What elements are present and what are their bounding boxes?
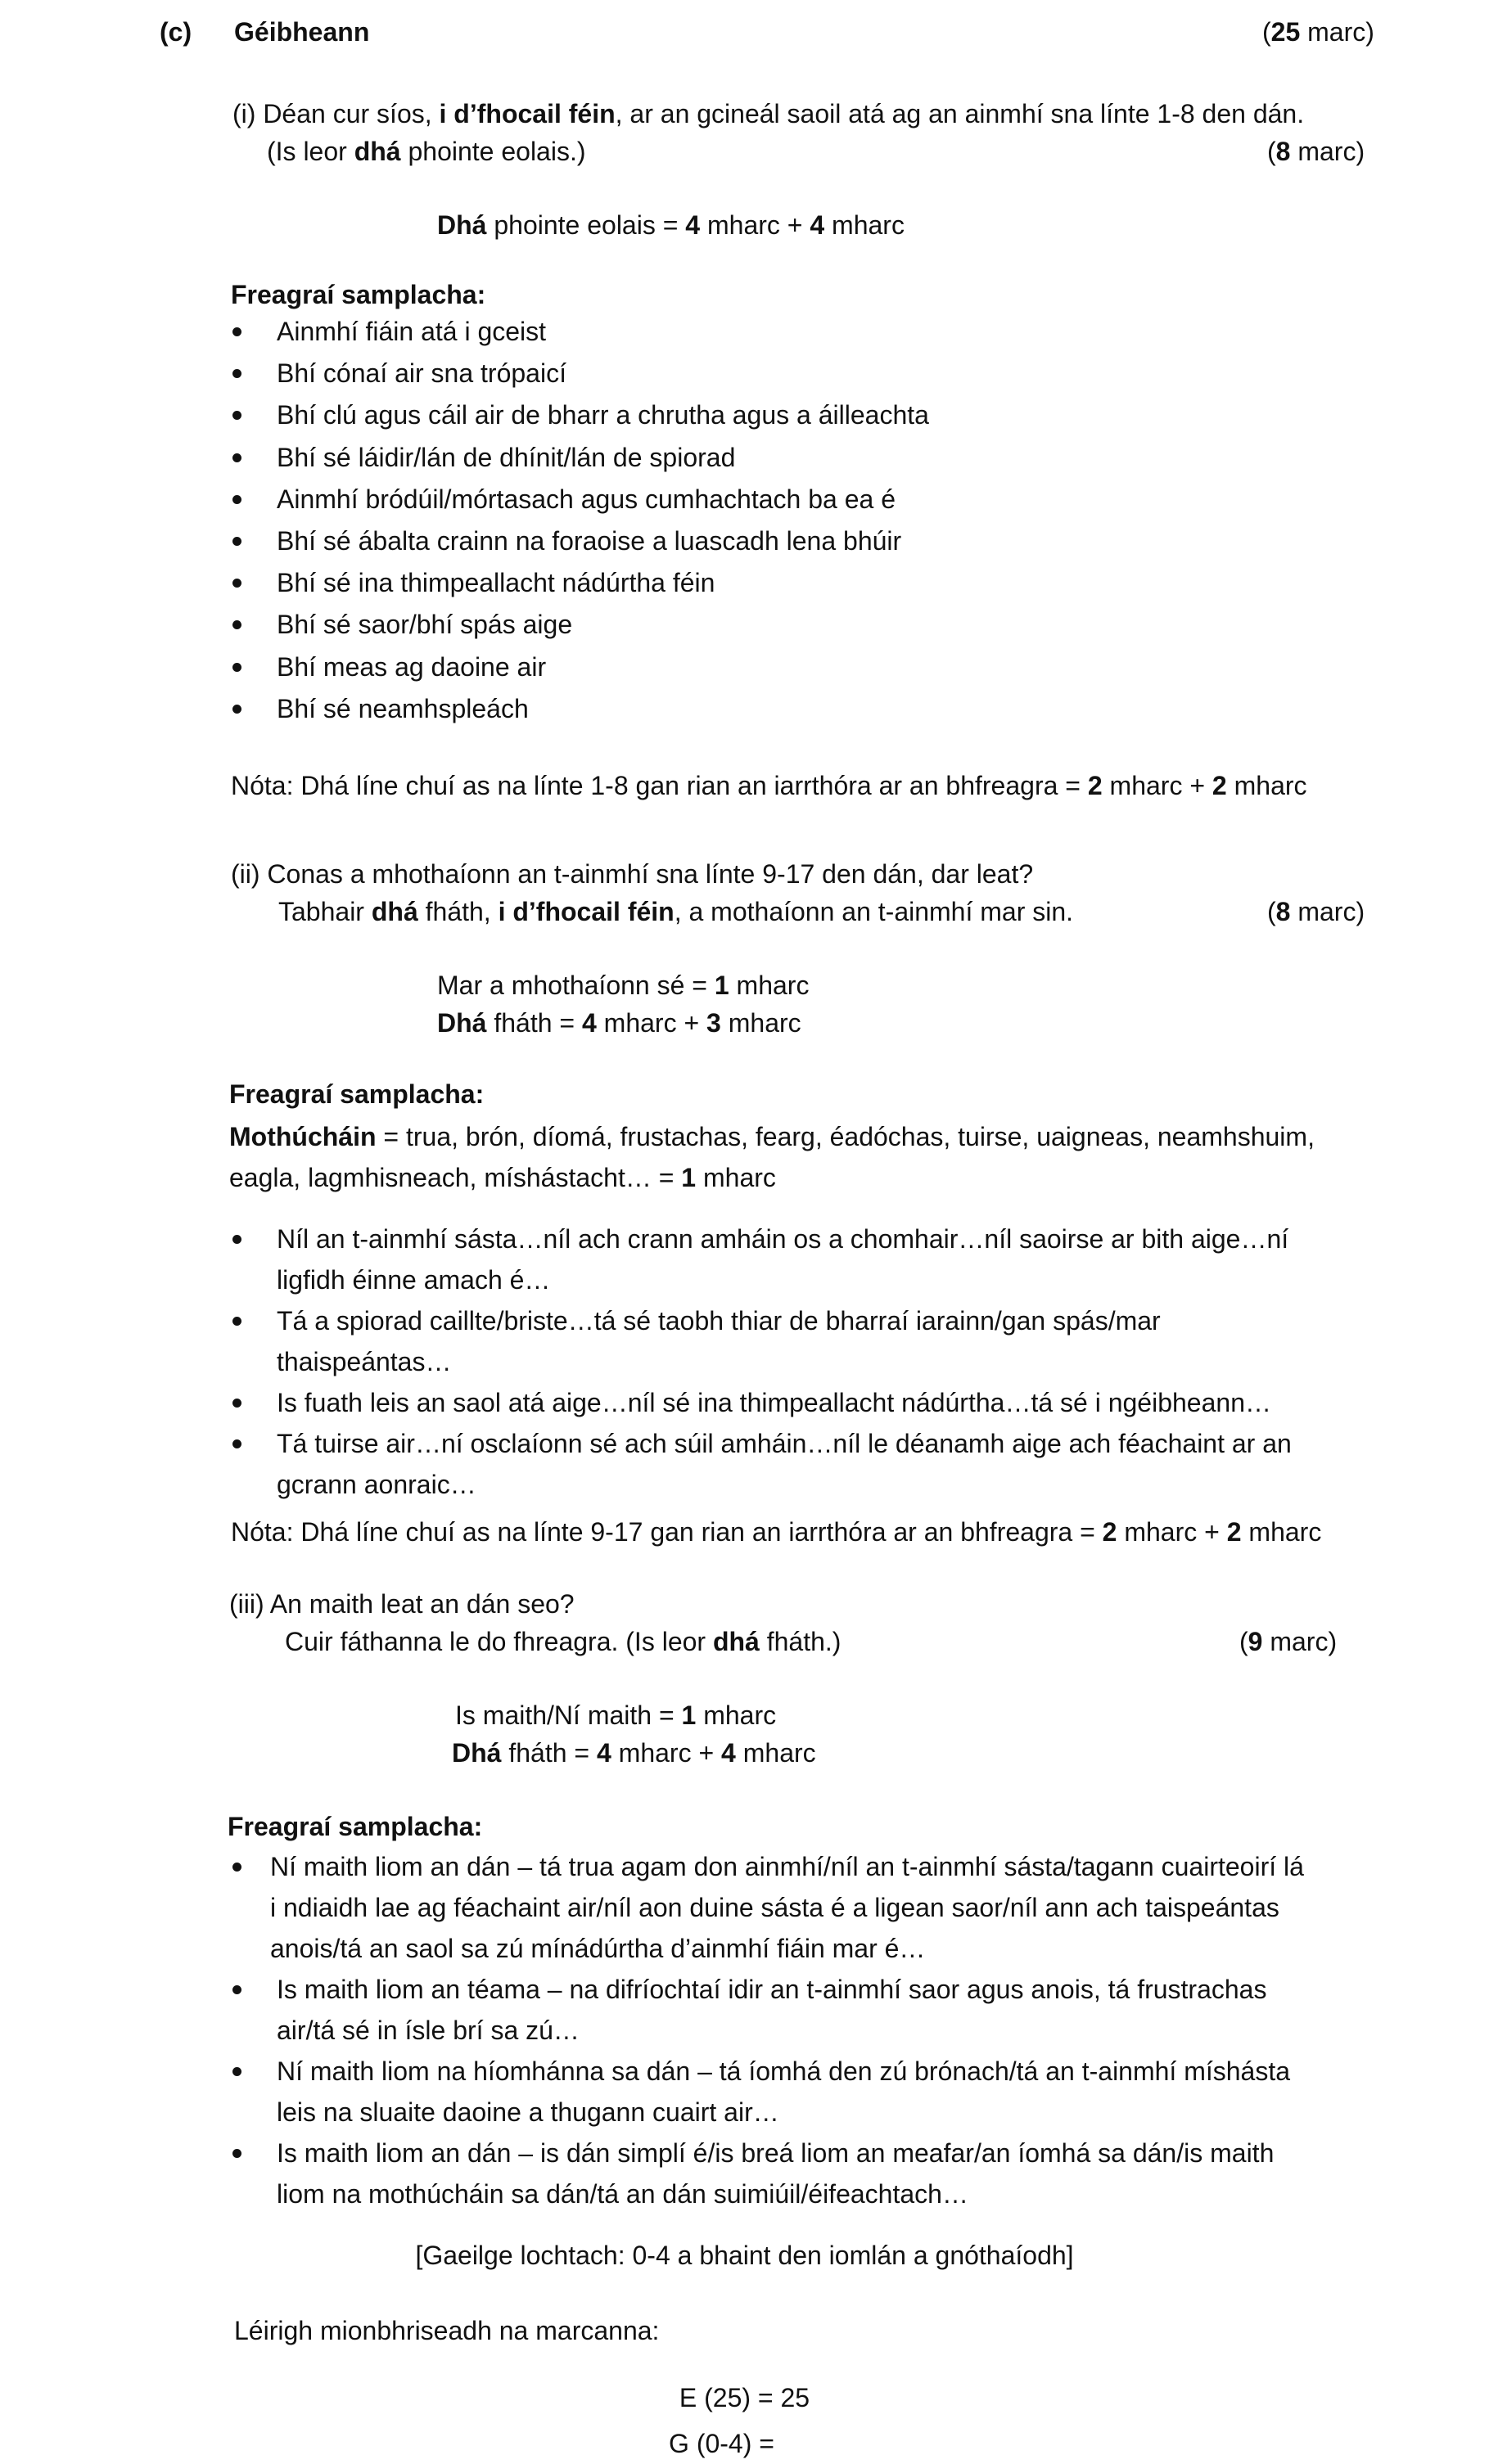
part2-scheme-feeling: Mar a mhothaíonn sé = 1 mharc — [437, 971, 810, 1000]
part3-scheme-reasons: Dhá fháth = 4 mharc + 4 mharc — [452, 1738, 816, 1768]
part1-note: Nóta: Dhá líne chuí as na línte 1-8 gan rian an iarrthóra ar an bhfreagra = 2 mharc + 2 mharc — [231, 771, 1307, 800]
list-item: Bhí sé ina thimpeallacht nádúrtha féin — [232, 562, 929, 604]
list-item: Tá a spiorad caillte/briste…tá sé taobh thiar de bharraí iarainn/gan spás/mar thaispeántas… — [232, 1300, 1292, 1382]
part2-marks: (8 marc) — [1267, 897, 1365, 926]
part2-heading: Freagraí samplacha: — [229, 1079, 485, 1109]
part1-marks: (8 marc) — [1267, 137, 1365, 166]
part1-question-line2: (Is leor dhá phointe eolais.) — [267, 137, 586, 166]
part2-feelings-line1: Mothúcháin = trua, brón, díomá, frustachas, fearg, éadóchas, tuirse, uaigneas, neamhshuim, — [229, 1122, 1315, 1151]
part2-question: (ii) Conas a mhothaíonn an t-ainmhí sna línte 9-17 den dán, dar leat? — [231, 859, 1034, 889]
list-item: Is maith liom an dán – is dán simplí é/is breá liom an meafar/an íomhá sa dán/is maith liom na mothúcháin sa dán/tá an dán suimiúil/éifeachtach… — [232, 2133, 1304, 2214]
list-item: Is fuath leis an saol atá aige…níl sé ina thimpeallacht nádúrtha…tá sé i ngéibheann… — [232, 1382, 1292, 1423]
list-item: Bhí cónaí air sna trópaicí — [232, 353, 929, 394]
list-item: Níl an t-ainmhí sásta…níl ach crann amháin os a chomhair…níl saoirse ar bith aige…ní ligfidh éinne amach é… — [232, 1218, 1292, 1300]
list-item: Bhí clú agus cáil air de bharr a chrutha agus a áilleachta — [232, 394, 929, 436]
breakdown-g: G (0-4) = — [669, 2429, 774, 2458]
part2-feelings-line2: eagla, lagmhisneach, míshástacht… = 1 mharc — [229, 1163, 776, 1192]
list-item: Bhí sé láidir/lán de dhínit/lán de spiorad — [232, 437, 929, 479]
breakdown-e: E (25) = 25 — [679, 2383, 810, 2412]
part3-heading: Freagraí samplacha: — [228, 1812, 483, 1841]
part3-answer-list — [232, 1846, 1304, 2214]
section-marks: (25 marc) — [1262, 17, 1374, 47]
section-title: Géibheann — [234, 17, 370, 47]
list-item: Tá tuirse air…ní osclaíonn sé ach súil amháin…níl le déanamh aige ach féachaint ar an gcrann aonraic… — [232, 1423, 1292, 1505]
part2-note: Nóta: Dhá líne chuí as na línte 9-17 gan rian an iarrthóra ar an bhfreagra = 2 mharc + 2 mharc — [231, 1517, 1322, 1547]
part1-answer-list — [232, 311, 929, 730]
list-item: Ainmhí fiáin atá i gceist — [232, 311, 929, 353]
part1-question: (i) Déan cur síos, i d’fhocail féin, ar an gcineál saoil atá ag an ainmhí sna línte 1-8 den dán. — [232, 99, 1305, 128]
part3-scheme-opinion: Is maith/Ní maith = 1 mharc — [455, 1700, 777, 1730]
part1-heading: Freagraí samplacha: — [231, 280, 486, 309]
part3-deduction: [Gaeilge lochtach: 0-4 a bhaint den iomlán a gnóthaíodh] — [415, 2241, 1074, 2270]
list-item: Ní maith liom an dán – tá trua agam don ainmhí/níl an t-ainmhí sásta/tagann cuairteoirí lá i ndiaidh lae ag féachaint air/níl aon duine sásta é a ligean saor/níl ann ach taispeántas anois/tá an saol sa zú mínádúrtha d’ainmhí fiáin mar é… — [232, 1846, 1304, 1969]
list-item: Is maith liom an téama – na difríochtaí idir an t-ainmhí saor agus anois, tá frustrachas air/tá sé in ísle brí sa zú… — [232, 1969, 1304, 2051]
breakdown-label: Léirigh mionbhriseadh na marcanna: — [234, 2316, 660, 2345]
list-item: Bhí meas ag daoine air — [232, 646, 929, 688]
part3-question-line2: Cuir fáthanna le do fhreagra. (Is leor dhá fháth.) — [285, 1627, 842, 1656]
part2-question-line2: Tabhair dhá fháth, i d’fhocail féin, a mothaíonn an t-ainmhí mar sin. — [278, 897, 1074, 926]
part2-answer-list — [232, 1218, 1292, 1505]
section-label: (c) — [160, 17, 192, 47]
part3-question: (iii) An maith leat an dán seo? — [229, 1589, 575, 1619]
list-item: Bhí sé ábalta crainn na foraoise a luascadh lena bhúir — [232, 520, 929, 562]
part3-marks: (9 marc) — [1239, 1627, 1338, 1656]
list-item: Ainmhí bródúil/mórtasach agus cumhachtach ba ea é — [232, 479, 929, 520]
list-item: Ní maith liom na híomhánna sa dán – tá íomhá den zú brónach/tá an t-ainmhí míshásta leis na sluaite daoine a thugann cuairt air… — [232, 2051, 1304, 2133]
part2-scheme-reasons: Dhá fháth = 4 mharc + 3 mharc — [437, 1008, 801, 1038]
part1-scheme: Dhá phointe eolais = 4 mharc + 4 mharc — [437, 210, 905, 240]
list-item: Bhí sé saor/bhí spás aige — [232, 604, 929, 646]
list-item: Bhí sé neamhspleách — [232, 688, 929, 730]
